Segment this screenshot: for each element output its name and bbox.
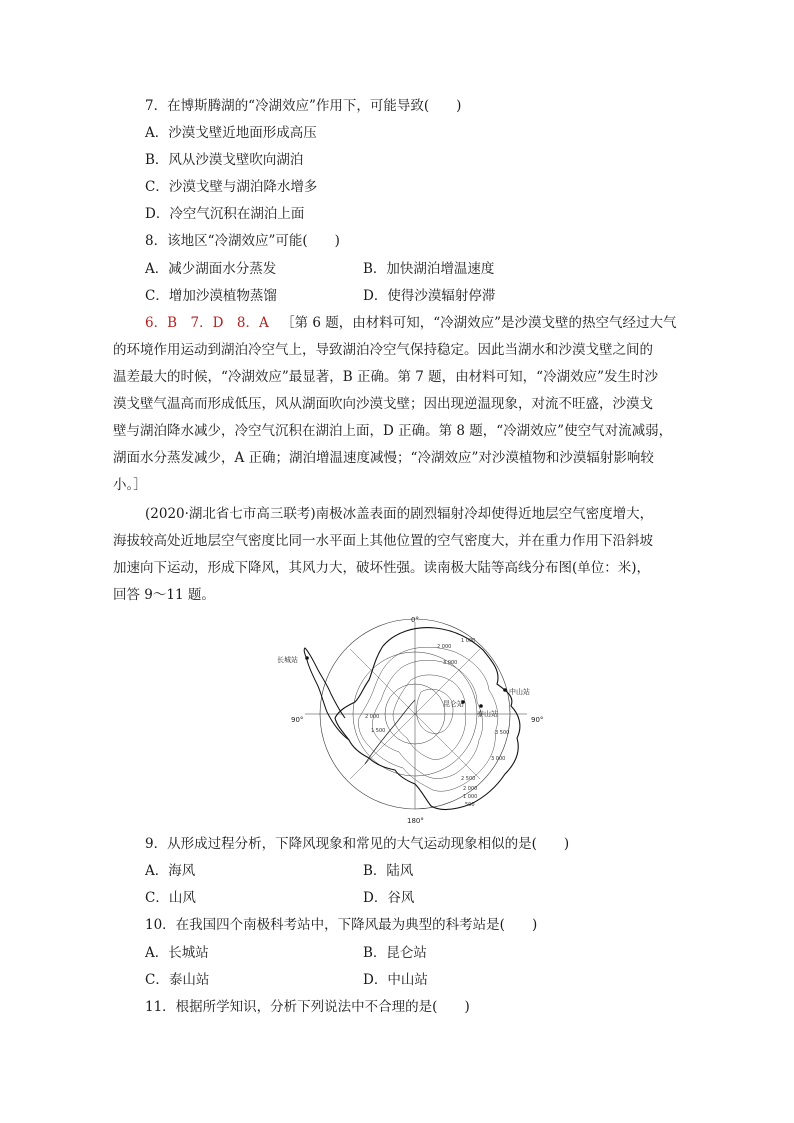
zhongshan-station-dot bbox=[503, 688, 507, 692]
question-11-stem: 11．根据所学知识，分析下列说法中不合理的是( ) bbox=[145, 999, 470, 1015]
taishan-station-label: 泰山站 bbox=[477, 710, 498, 718]
contour-label: 3 500 bbox=[495, 730, 510, 736]
answer-line-7: 小。］ bbox=[113, 477, 147, 493]
intro-line-3: 加速向下运动，形成下降风，其风力大，破坏性强。读南极大陆等高线分布图(单位：米)， bbox=[113, 560, 651, 576]
q10-option-a: A．长城站 bbox=[145, 945, 209, 961]
contour-label: 2 000 bbox=[463, 786, 478, 792]
contour-label: 1 500 bbox=[371, 728, 386, 734]
changcheng-station-label: 长城站 bbox=[277, 656, 298, 664]
answer-key: 6．B 7．D 8．A bbox=[145, 315, 269, 331]
contour-label: 2 000 bbox=[437, 644, 452, 650]
antarctic-peninsula bbox=[304, 648, 349, 740]
contour-label: 2 000 bbox=[365, 714, 380, 720]
intro-line-4: 回答 9～11 题。 bbox=[113, 587, 215, 603]
question-8-stem: 8．该地区“冷湖效应”可能( ) bbox=[145, 233, 340, 249]
q8-option-d: D．使得沙漠辐射停滞 bbox=[363, 288, 496, 304]
answer-line-5: 壁与湖泊降水减少，冷空气沉积在湖泊上面，D 正确。第 8 题，“冷湖效应”使空气对流减弱， bbox=[113, 423, 673, 439]
kunlun-station-label: 昆仑站 bbox=[443, 700, 464, 708]
q7-option-a: A．沙漠戈壁近地面形成高压 bbox=[145, 125, 317, 141]
q7-option-b: B．风从沙漠戈壁吹向湖泊 bbox=[145, 152, 304, 168]
label-90-east: 90° bbox=[531, 716, 544, 724]
q9-option-c: C．山风 bbox=[145, 890, 196, 906]
contour-label: 2 500 bbox=[461, 776, 476, 782]
answer-line-2: 的环境作用运动到湖泊冷空气上，导致湖泊冷空气保持稳定。因此当湖水和沙漠戈壁之间的 bbox=[113, 342, 653, 358]
zhongshan-station-label: 中山站 bbox=[509, 688, 530, 696]
answer-line-3: 温差最大的时候，“冷湖效应”最显著，B 正确。第 7 题，由材料可知，“冷湖效应”发生时沙 bbox=[113, 369, 658, 385]
contour-label: 1 000 bbox=[461, 638, 476, 644]
continent-outline bbox=[335, 628, 520, 810]
contour-3500 bbox=[417, 689, 454, 733]
q8-option-a: A．减少湖面水分蒸发 bbox=[145, 261, 277, 277]
contour-label: 1 000 bbox=[463, 794, 478, 800]
contour-2000 bbox=[372, 660, 482, 778]
q10-option-c: C．泰山站 bbox=[145, 972, 210, 988]
map-svg bbox=[265, 614, 555, 826]
contour-label: 500 bbox=[465, 802, 475, 808]
label-0-degree: 0° bbox=[411, 616, 419, 624]
q7-option-c: C．沙漠戈壁与湖泊降水增多 bbox=[145, 179, 318, 195]
q8-option-c: C．增加沙漠植物蒸馏 bbox=[145, 288, 277, 304]
answer-line-6: 湖面水分蒸发减少，A 正确；湖泊增温速度减慢；“冷湖效应”对沙漠植物和沙漠辐射影响较 bbox=[113, 450, 654, 466]
q10-option-b: B．昆仑站 bbox=[363, 945, 427, 961]
label-90-west: 90° bbox=[291, 716, 304, 724]
q9-option-b: B．陆风 bbox=[363, 863, 414, 879]
question-7-stem: 7．在博斯腾湖的“冷湖效应”作用下，可能导致( ) bbox=[145, 98, 462, 114]
question-10-stem: 10．在我国四个南极科考站中，下降风最为典型的科考站是( ) bbox=[145, 917, 538, 933]
question-9-stem: 9．从形成过程分析，下降风现象和常见的大气运动现象相似的是( ) bbox=[145, 836, 570, 852]
antarctica-contour-map bbox=[265, 614, 555, 826]
answer-line-1 bbox=[145, 313, 677, 333]
answer-text-1: ［第 6 题，由材料可知，“冷湖效应”是沙漠戈壁的热空气经过大气 bbox=[281, 315, 677, 331]
intro-line-2: 海拔较高处近地层空气密度比同一水平面上其他位置的空气密度大，并在重力作用下沿斜坡 bbox=[113, 533, 653, 549]
contour-label: 3 000 bbox=[491, 756, 506, 762]
changcheng-station-dot bbox=[305, 656, 309, 660]
q8-option-b: B．加快湖泊增温速度 bbox=[363, 261, 495, 277]
q9-option-d: D．谷风 bbox=[363, 890, 415, 906]
intro-line-1: (2020·湖北省七市高三联考)南极冰盖表面的剧烈辐射冷却使得近地层空气密度增大， bbox=[145, 506, 654, 522]
q7-option-d: D．冷空气沉积在湖泊上面 bbox=[145, 206, 305, 222]
answer-line-4: 漠戈壁气温高而形成低压，风从湖面吹向沙漠戈壁；因出现逆温现象，对流不旺盛，沙漠戈 bbox=[113, 396, 653, 412]
q10-option-d: D．中山站 bbox=[363, 972, 428, 988]
q9-option-a: A．海风 bbox=[145, 863, 196, 879]
label-180-degree: 180° bbox=[407, 817, 424, 825]
contour-label: 3 000 bbox=[443, 660, 458, 666]
taishan-station-dot bbox=[479, 704, 483, 708]
